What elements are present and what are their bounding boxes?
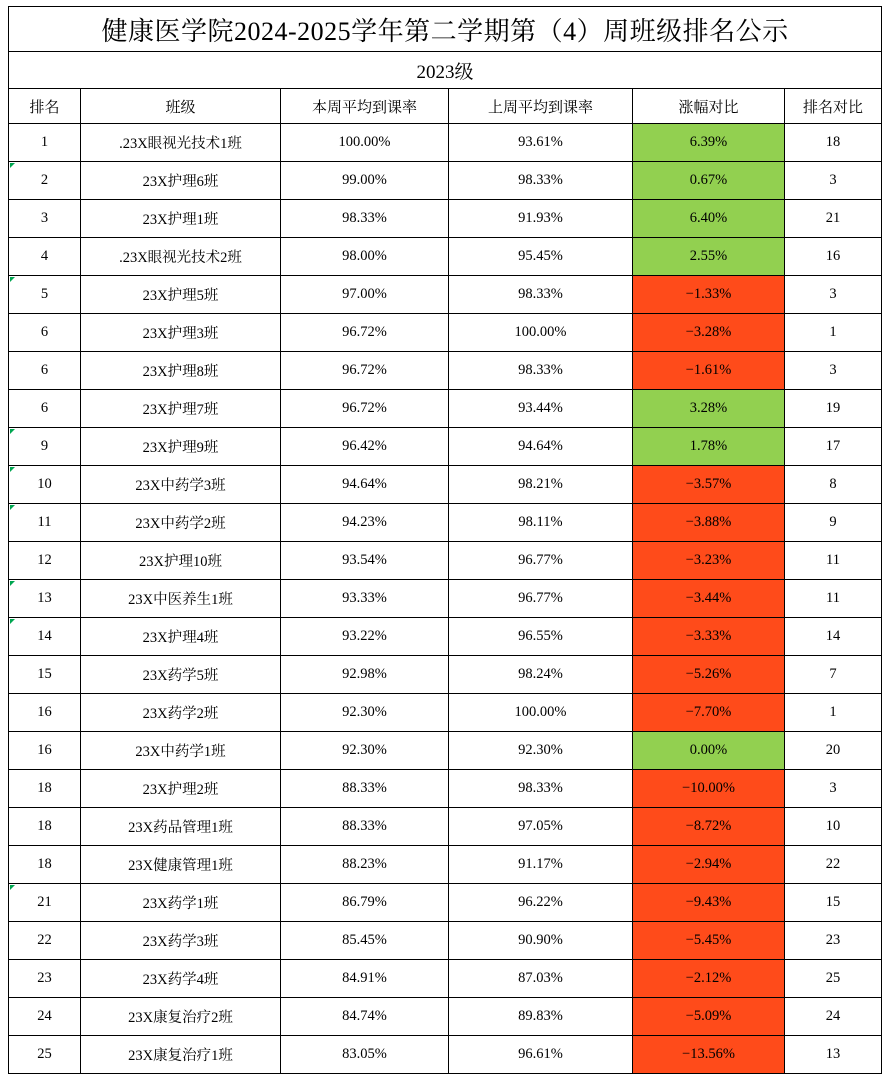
cell-rank-compare: 3 [785,770,882,808]
cell-rank: 15 [9,656,81,694]
table-row [9,124,882,162]
cell-this-week: 97.00% [281,276,449,314]
cell-rank: 10 [9,466,81,504]
cell-this-week: 96.72% [281,390,449,428]
page-title: 健康医学院2024-2025学年第二学期第（4）周班级排名公示 [9,7,882,52]
cell-change: −5.26% [633,656,785,694]
cell-rank: 4 [9,238,81,276]
cell-class: 23X康复治疗1班 [81,1036,281,1074]
cell-rank-compare: 21 [785,200,882,238]
cell-change: −1.33% [633,276,785,314]
cell-change: 0.67% [633,162,785,200]
cell-last-week: 94.64% [449,428,633,466]
cell-last-week: 97.05% [449,808,633,846]
cell-rank-compare: 11 [785,580,882,618]
cell-rank: 6 [9,352,81,390]
cell-last-week: 89.83% [449,998,633,1036]
cell-this-week: 86.79% [281,884,449,922]
cell-last-week: 98.21% [449,466,633,504]
column-header-class: 班级 [81,89,281,124]
cell-class: 23X药学5班 [81,656,281,694]
cell-rank: 25 [9,1036,81,1074]
cell-class: 23X护理9班 [81,428,281,466]
cell-this-week: 96.72% [281,352,449,390]
cell-last-week: 93.44% [449,390,633,428]
table-row [9,314,882,352]
column-header-last-week: 上周平均到课率 [449,89,633,124]
cell-change: 2.55% [633,238,785,276]
cell-last-week: 100.00% [449,314,633,352]
table-row [9,466,882,504]
cell-class: 23X护理5班 [81,276,281,314]
cell-this-week: 94.64% [281,466,449,504]
cell-rank-compare: 24 [785,998,882,1036]
cell-class: 23X中药学2班 [81,504,281,542]
cell-this-week: 84.74% [281,998,449,1036]
cell-last-week: 93.61% [449,124,633,162]
cell-rank-compare: 25 [785,960,882,998]
cell-class: 23X护理10班 [81,542,281,580]
cell-change: −3.33% [633,618,785,656]
cell-rank-compare: 17 [785,428,882,466]
cell-rank-compare: 9 [785,504,882,542]
table-row [9,276,882,314]
cell-change: −3.44% [633,580,785,618]
cell-change: −3.28% [633,314,785,352]
cell-rank: 12 [9,542,81,580]
cell-rank-compare: 18 [785,124,882,162]
cell-last-week: 98.33% [449,276,633,314]
cell-class: 23X中药学3班 [81,466,281,504]
cell-change: −3.57% [633,466,785,504]
column-header-this-week: 本周平均到课率 [281,89,449,124]
cell-last-week: 96.55% [449,618,633,656]
header-row [9,89,882,124]
cell-class: 23X药学1班 [81,884,281,922]
table-row [9,846,882,884]
cell-this-week: 85.45% [281,922,449,960]
cell-this-week: 88.33% [281,770,449,808]
cell-change: −7.70% [633,694,785,732]
table-row [9,694,882,732]
cell-change: −1.61% [633,352,785,390]
cell-last-week: 96.61% [449,1036,633,1074]
grade-label: 2023级 [9,52,882,89]
column-header-rank-compare: 排名对比 [785,89,882,124]
table-row [9,656,882,694]
cell-change: −9.43% [633,884,785,922]
cell-last-week: 95.45% [449,238,633,276]
cell-last-week: 91.17% [449,846,633,884]
cell-class: 23X药品管理1班 [81,808,281,846]
table-row [9,580,882,618]
cell-rank-compare: 20 [785,732,882,770]
column-header-rank: 排名 [9,89,81,124]
cell-last-week: 98.33% [449,352,633,390]
cell-class: 23X药学3班 [81,922,281,960]
cell-rank-compare: 7 [785,656,882,694]
cell-rank: 1 [9,124,81,162]
cell-change: −3.88% [633,504,785,542]
cell-last-week: 98.24% [449,656,633,694]
cell-rank-compare: 3 [785,276,882,314]
table-row [9,808,882,846]
table-row [9,732,882,770]
cell-class: 23X药学4班 [81,960,281,998]
cell-this-week: 88.23% [281,846,449,884]
cell-rank-compare: 3 [785,162,882,200]
cell-class: 23X中药学1班 [81,732,281,770]
cell-rank-compare: 16 [785,238,882,276]
cell-rank: 18 [9,846,81,884]
cell-last-week: 98.33% [449,770,633,808]
cell-this-week: 100.00% [281,124,449,162]
cell-this-week: 99.00% [281,162,449,200]
grade-row [9,52,882,89]
cell-this-week: 84.91% [281,960,449,998]
table-row [9,200,882,238]
cell-last-week: 90.90% [449,922,633,960]
table-row [9,390,882,428]
cell-last-week: 96.22% [449,884,633,922]
cell-class: 23X康复治疗2班 [81,998,281,1036]
table-row [9,770,882,808]
cell-rank: 18 [9,808,81,846]
cell-class: 23X护理2班 [81,770,281,808]
cell-class: 23X护理4班 [81,618,281,656]
cell-rank-compare: 13 [785,1036,882,1074]
cell-this-week: 83.05% [281,1036,449,1074]
cell-rank-compare: 8 [785,466,882,504]
cell-rank-compare: 3 [785,352,882,390]
table-row [9,162,882,200]
cell-rank-compare: 15 [785,884,882,922]
cell-change: 0.00% [633,732,785,770]
cell-class: 23X中医养生1班 [81,580,281,618]
cell-class: 23X护理7班 [81,390,281,428]
table-row [9,352,882,390]
cell-class: 23X健康管理1班 [81,846,281,884]
ranking-table [8,6,882,1074]
table-row [9,1036,882,1074]
cell-this-week: 88.33% [281,808,449,846]
cell-rank: 18 [9,770,81,808]
cell-rank: 22 [9,922,81,960]
cell-change: 6.40% [633,200,785,238]
cell-last-week: 91.93% [449,200,633,238]
table-row [9,238,882,276]
cell-change: −5.45% [633,922,785,960]
cell-rank-compare: 22 [785,846,882,884]
cell-rank: 6 [9,314,81,352]
cell-change: 1.78% [633,428,785,466]
table-row [9,618,882,656]
cell-last-week: 96.77% [449,542,633,580]
cell-rank-compare: 1 [785,694,882,732]
cell-change: 6.39% [633,124,785,162]
cell-change: −13.56% [633,1036,785,1074]
cell-this-week: 96.72% [281,314,449,352]
cell-class: 23X护理3班 [81,314,281,352]
cell-rank-compare: 19 [785,390,882,428]
cell-this-week: 93.54% [281,542,449,580]
cell-change: −2.94% [633,846,785,884]
table-row [9,504,882,542]
table-body [9,7,882,1074]
cell-rank: 16 [9,694,81,732]
cell-rank: 3 [9,200,81,238]
column-header-change: 涨幅对比 [633,89,785,124]
cell-rank: 13 [9,580,81,618]
table-row [9,428,882,466]
cell-class: 23X药学2班 [81,694,281,732]
cell-last-week: 96.77% [449,580,633,618]
cell-change: −2.12% [633,960,785,998]
cell-rank: 23 [9,960,81,998]
cell-this-week: 92.30% [281,732,449,770]
cell-rank: 24 [9,998,81,1036]
cell-rank: 16 [9,732,81,770]
cell-this-week: 98.00% [281,238,449,276]
cell-class: 23X护理6班 [81,162,281,200]
cell-change: −3.23% [633,542,785,580]
title-row [9,7,882,52]
table-row [9,922,882,960]
cell-last-week: 98.33% [449,162,633,200]
table-row [9,998,882,1036]
cell-rank: 5 [9,276,81,314]
cell-change: −5.09% [633,998,785,1036]
cell-this-week: 92.30% [281,694,449,732]
cell-rank-compare: 23 [785,922,882,960]
cell-class: 23X护理8班 [81,352,281,390]
cell-this-week: 92.98% [281,656,449,694]
cell-class: 23X护理1班 [81,200,281,238]
cell-last-week: 98.11% [449,504,633,542]
cell-last-week: 100.00% [449,694,633,732]
cell-rank: 11 [9,504,81,542]
cell-rank-compare: 10 [785,808,882,846]
table-row [9,542,882,580]
cell-rank-compare: 14 [785,618,882,656]
cell-rank: 14 [9,618,81,656]
cell-rank: 9 [9,428,81,466]
cell-change: 3.28% [633,390,785,428]
cell-this-week: 93.33% [281,580,449,618]
table-row [9,960,882,998]
cell-rank: 6 [9,390,81,428]
cell-change: −10.00% [633,770,785,808]
cell-rank: 21 [9,884,81,922]
table-row [9,884,882,922]
cell-this-week: 98.33% [281,200,449,238]
cell-last-week: 92.30% [449,732,633,770]
cell-change: −8.72% [633,808,785,846]
cell-this-week: 96.42% [281,428,449,466]
cell-last-week: 87.03% [449,960,633,998]
cell-this-week: 94.23% [281,504,449,542]
cell-class: .23X眼视光技术2班 [81,238,281,276]
cell-rank-compare: 11 [785,542,882,580]
cell-rank: 2 [9,162,81,200]
cell-rank-compare: 1 [785,314,882,352]
cell-this-week: 93.22% [281,618,449,656]
cell-class: .23X眼视光技术1班 [81,124,281,162]
